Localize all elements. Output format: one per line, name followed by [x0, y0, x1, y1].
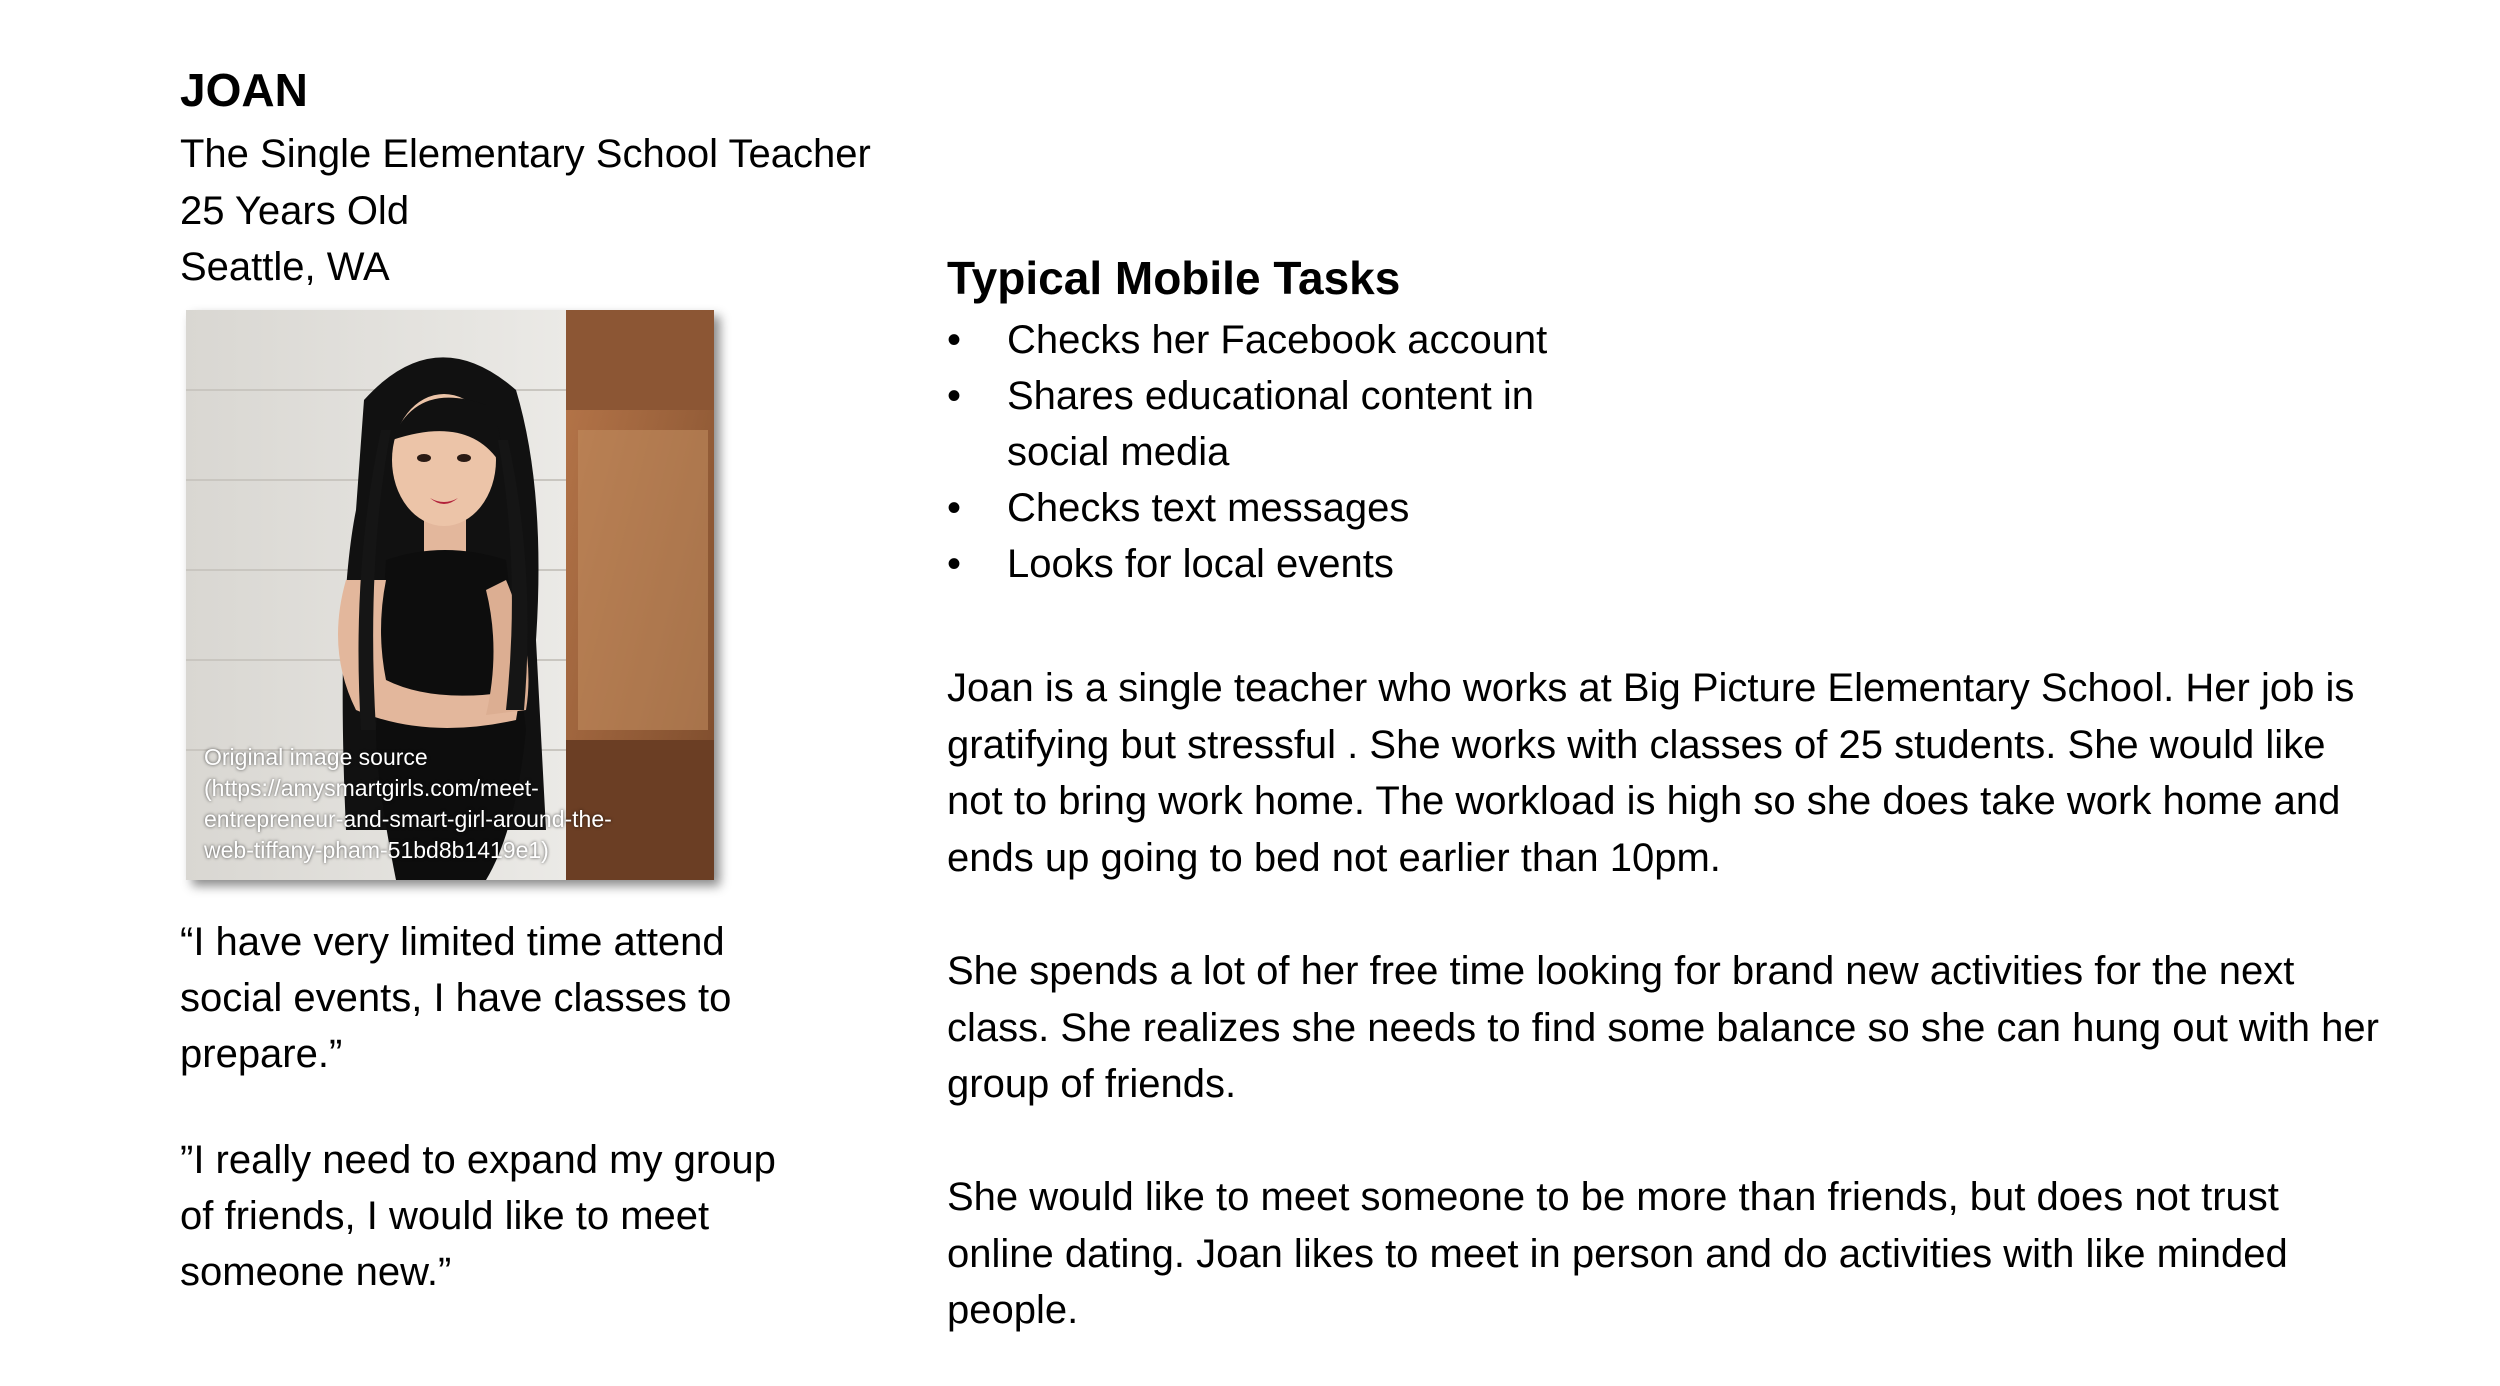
task-item — [947, 480, 1647, 536]
quote-line: of friends, I would like to meet — [180, 1194, 710, 1238]
photo-caption-line: entrepreneur-and-smart-girl-around-the- — [204, 806, 612, 832]
photo-caption — [204, 742, 704, 866]
task-item — [947, 536, 1647, 592]
paragraph-line: Joan is a single teacher who works at Big Picture Elementary School. Her job is — [947, 666, 2355, 710]
persona-quote-1 — [180, 914, 900, 1082]
paragraph-line: online dating. Joan likes to meet in person and do activities with like minded — [947, 1231, 2288, 1276]
task-item-text: • Looks for local events — [1007, 542, 1394, 586]
persona-role: The Single Elementary School Teacher — [180, 132, 871, 176]
tasks-title: Typical Mobile Tasks — [947, 252, 1401, 304]
task-item — [947, 368, 1647, 480]
persona-location: Seattle, WA — [180, 245, 390, 289]
photo-caption-line: (https://amysmartgirls.com/meet- — [204, 775, 539, 801]
quote-line: someone new.” — [180, 1250, 452, 1294]
task-item-text: social media — [1007, 430, 1230, 474]
paragraph-line: ends up going to bed not earlier than 10pm. — [947, 835, 1721, 880]
paragraph-line: not to bring work home. The workload is high so she does take work home and — [947, 779, 2341, 823]
persona-photo — [186, 310, 714, 880]
paragraph-line: people. — [947, 1288, 1079, 1332]
persona-name: JOAN — [180, 64, 308, 116]
task-item-text: • Shares educational content in — [1007, 374, 1535, 418]
paragraph-line: gratifying but stressful . She works with classes of 25 students. She would like — [947, 722, 2326, 767]
paragraph-line: She would like to meet someone to be more than friends, but does not trust — [947, 1175, 2279, 1219]
description-paragraph-1 — [947, 660, 2467, 886]
task-item-text: • Checks text messages — [1007, 486, 1410, 530]
quote-line: social events, I have classes to — [180, 976, 732, 1020]
photo-caption-line: web-tiffany-pham-51bd8b1419e1) — [204, 837, 549, 863]
paragraph-line: She spends a lot of her free time looking for brand new activities for the next — [947, 949, 2295, 993]
paragraph-line: group of friends. — [947, 1062, 1237, 1106]
task-list — [947, 312, 1647, 592]
quote-line: “I have very limited time attend — [180, 920, 725, 964]
task-item — [947, 312, 1647, 368]
paragraph-line: class. She realizes she needs to find some balance so she can hung out with her — [947, 1005, 2379, 1050]
photo-caption-line: Original image source — [204, 744, 428, 770]
persona-age: 25 Years Old — [180, 189, 410, 233]
persona-quote-2 — [180, 1132, 900, 1300]
quote-line: prepare.” — [180, 1032, 343, 1076]
description-paragraph-2 — [947, 943, 2467, 1113]
quote-line: ”I really need to expand my group — [180, 1138, 776, 1182]
description-paragraph-3 — [947, 1169, 2467, 1339]
task-item-text: • Checks her Facebook account — [1007, 318, 1548, 362]
